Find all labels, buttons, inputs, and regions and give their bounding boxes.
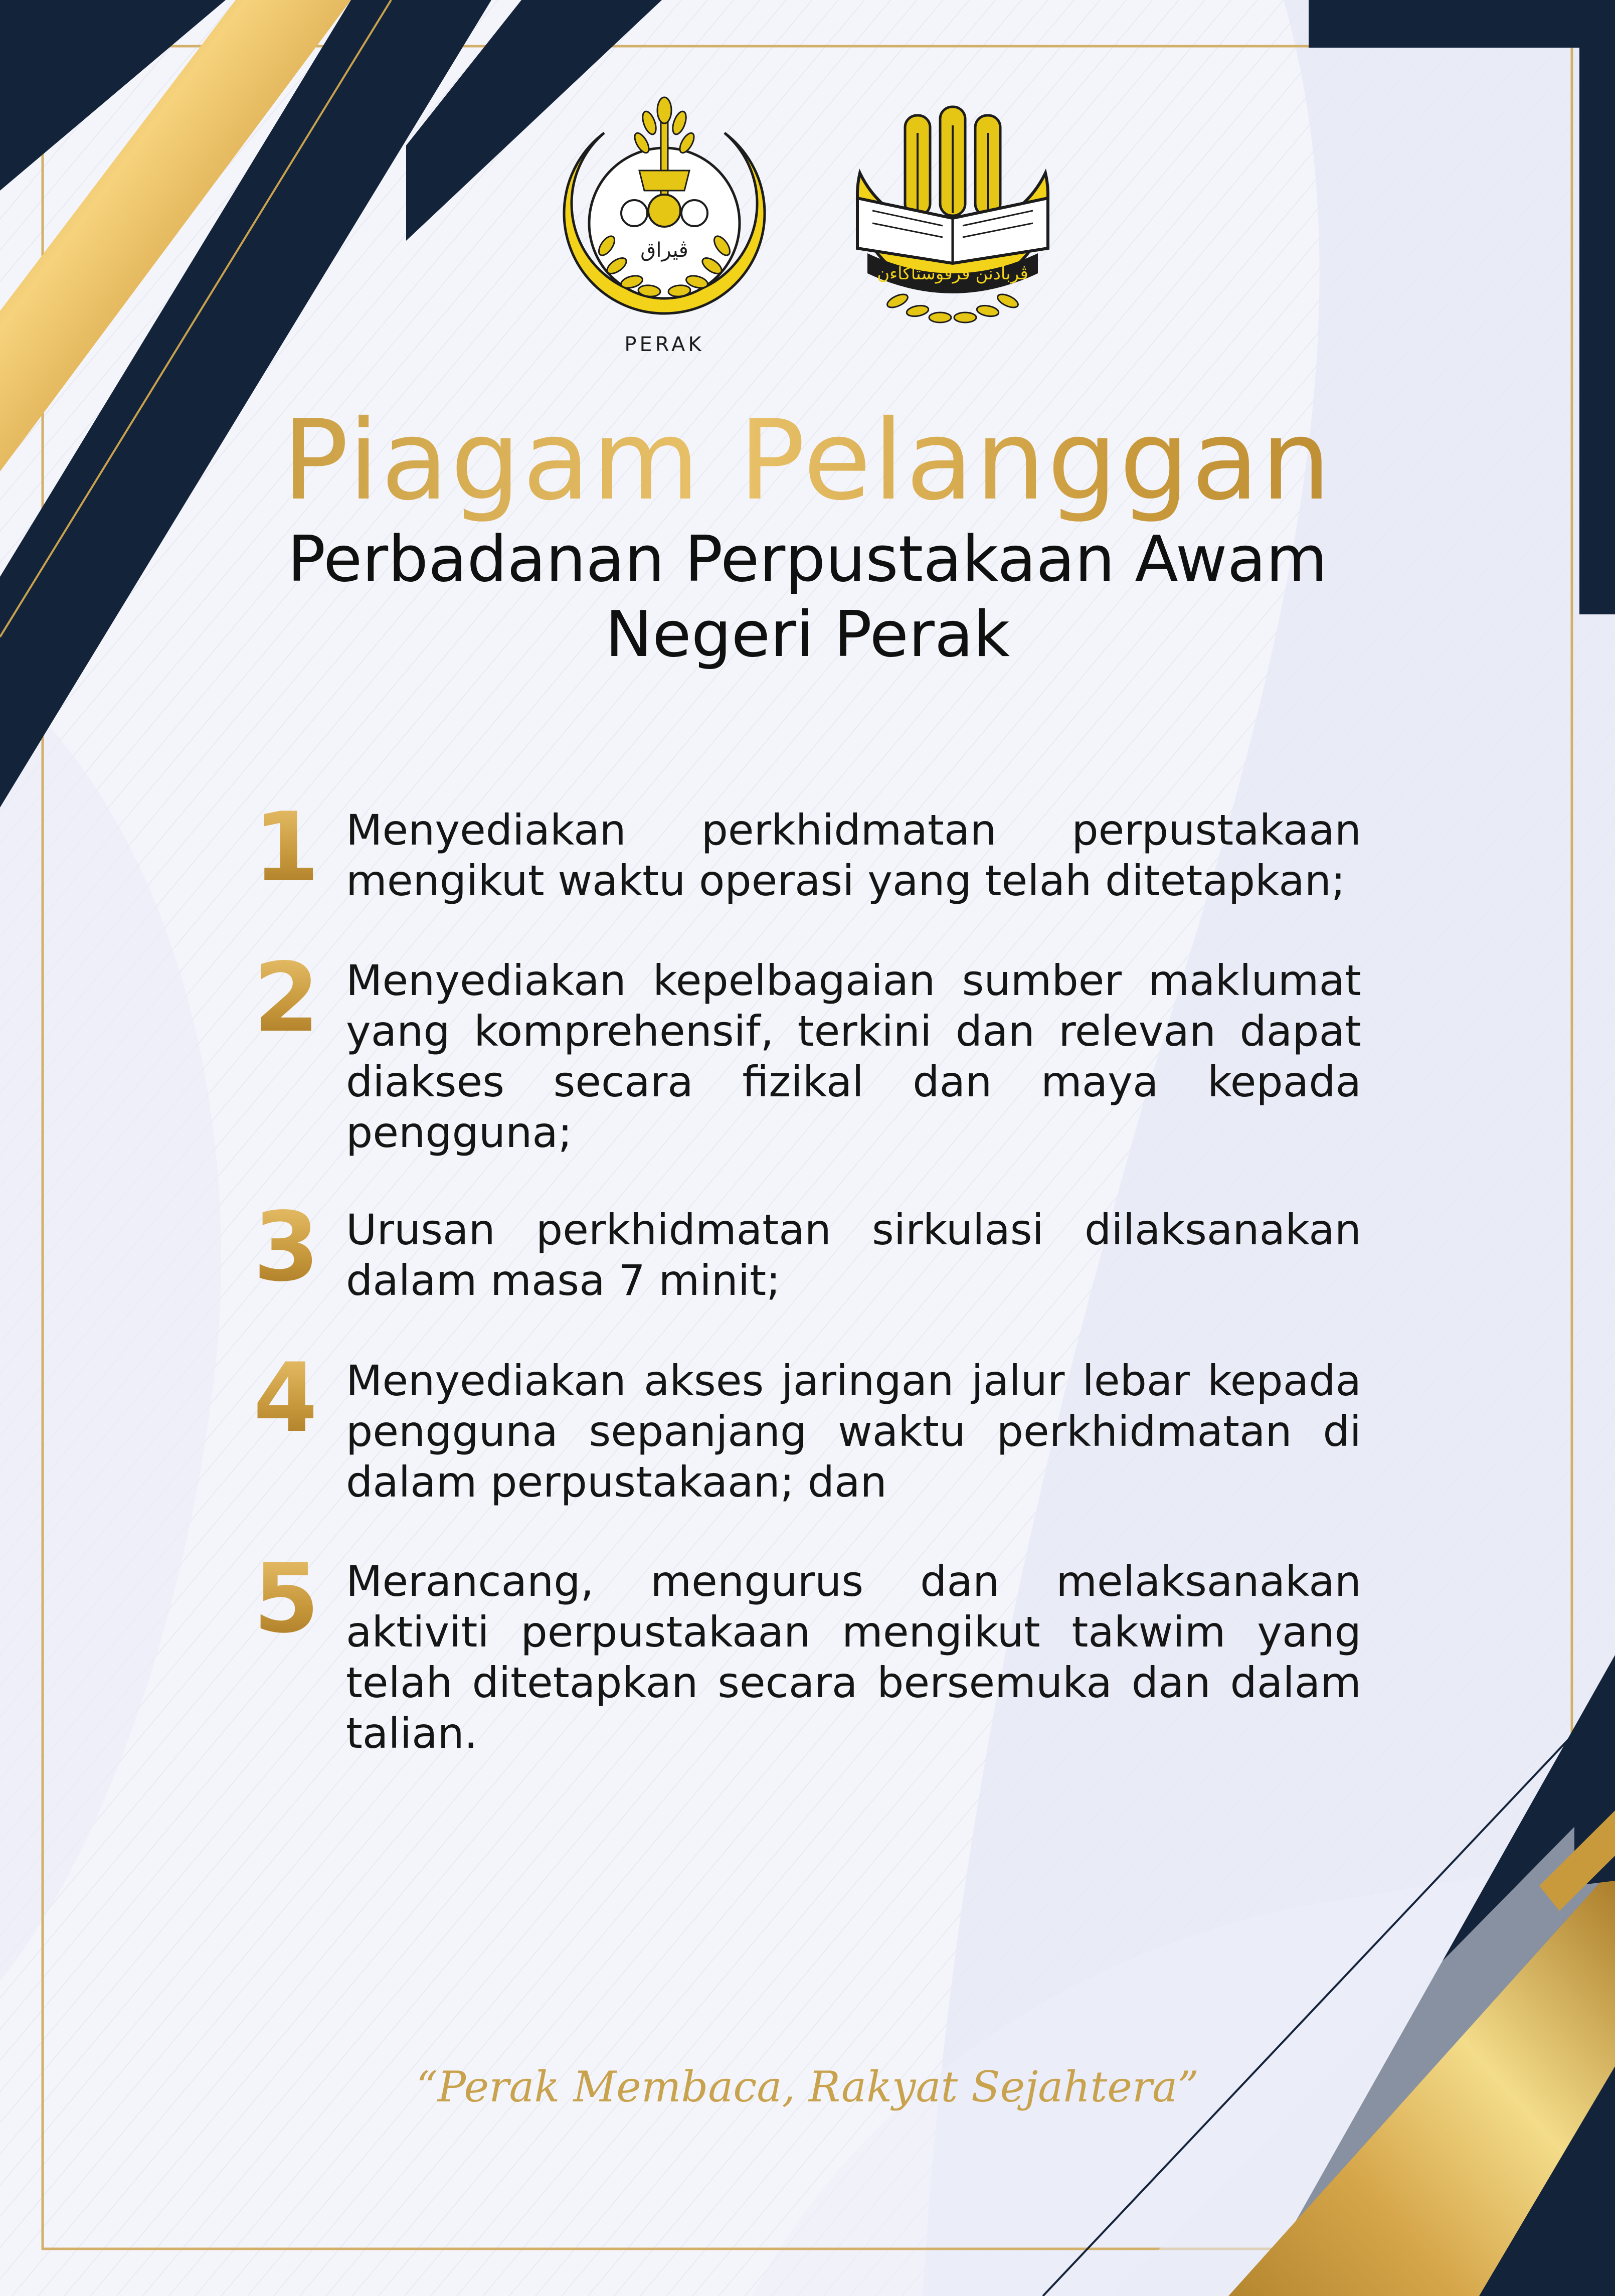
organization-name-line2: Negeri Perak xyxy=(605,597,1010,671)
charter-item-text: Menyediakan akses jaringan jalur lebar kepada pengguna sepanjang waktu perkhidmatan di dalam perpustakaan; dan xyxy=(346,1356,1361,1507)
charter-item-number: 3 xyxy=(253,1192,320,1302)
charter-item-number: 5 xyxy=(253,1543,320,1654)
page-title: Piagam Pelanggan xyxy=(0,390,1615,531)
perak-state-crest xyxy=(547,95,782,361)
charter-item-number: 4 xyxy=(253,1343,320,1453)
charter-item-text: Urusan perkhidmatan sirkulasi dilaksanakan dalam masa 7 minit; xyxy=(346,1205,1361,1305)
library-corporation-seal xyxy=(837,103,1068,334)
motto-tagline: “Perak Membaca, Rakyat Sejahtera” xyxy=(416,2062,1199,2111)
charter-item-number: 1 xyxy=(253,792,320,903)
charter-item-text: Menyediakan perkhidmatan perpustakaan mengikut waktu operasi yang telah ditetapkan; xyxy=(346,805,1361,905)
seal-jawi-text: ڤربادنن ڤرڤوستاکاءن xyxy=(877,264,1028,284)
charter-item-text: Menyediakan kepelbagaian sumber maklumat yang komprehensif, terkini dan relevan dapat diakses secara fizikal dan maya kepada pengguna; xyxy=(346,956,1361,1157)
organization-name-line1: Perbadanan Perpustakaan Awam xyxy=(287,522,1328,596)
charter-item-text: Merancang, mengurus dan melaksanakan aktiviti perpustakaan mengikut takwim yang telah ditetapkan secara bersemuka dan dalam talian. xyxy=(346,1557,1361,1758)
crest-caption: PERAK xyxy=(624,333,704,356)
crest-jawi-text: ڤيراق xyxy=(640,239,688,262)
charter-item-number: 2 xyxy=(253,942,320,1053)
